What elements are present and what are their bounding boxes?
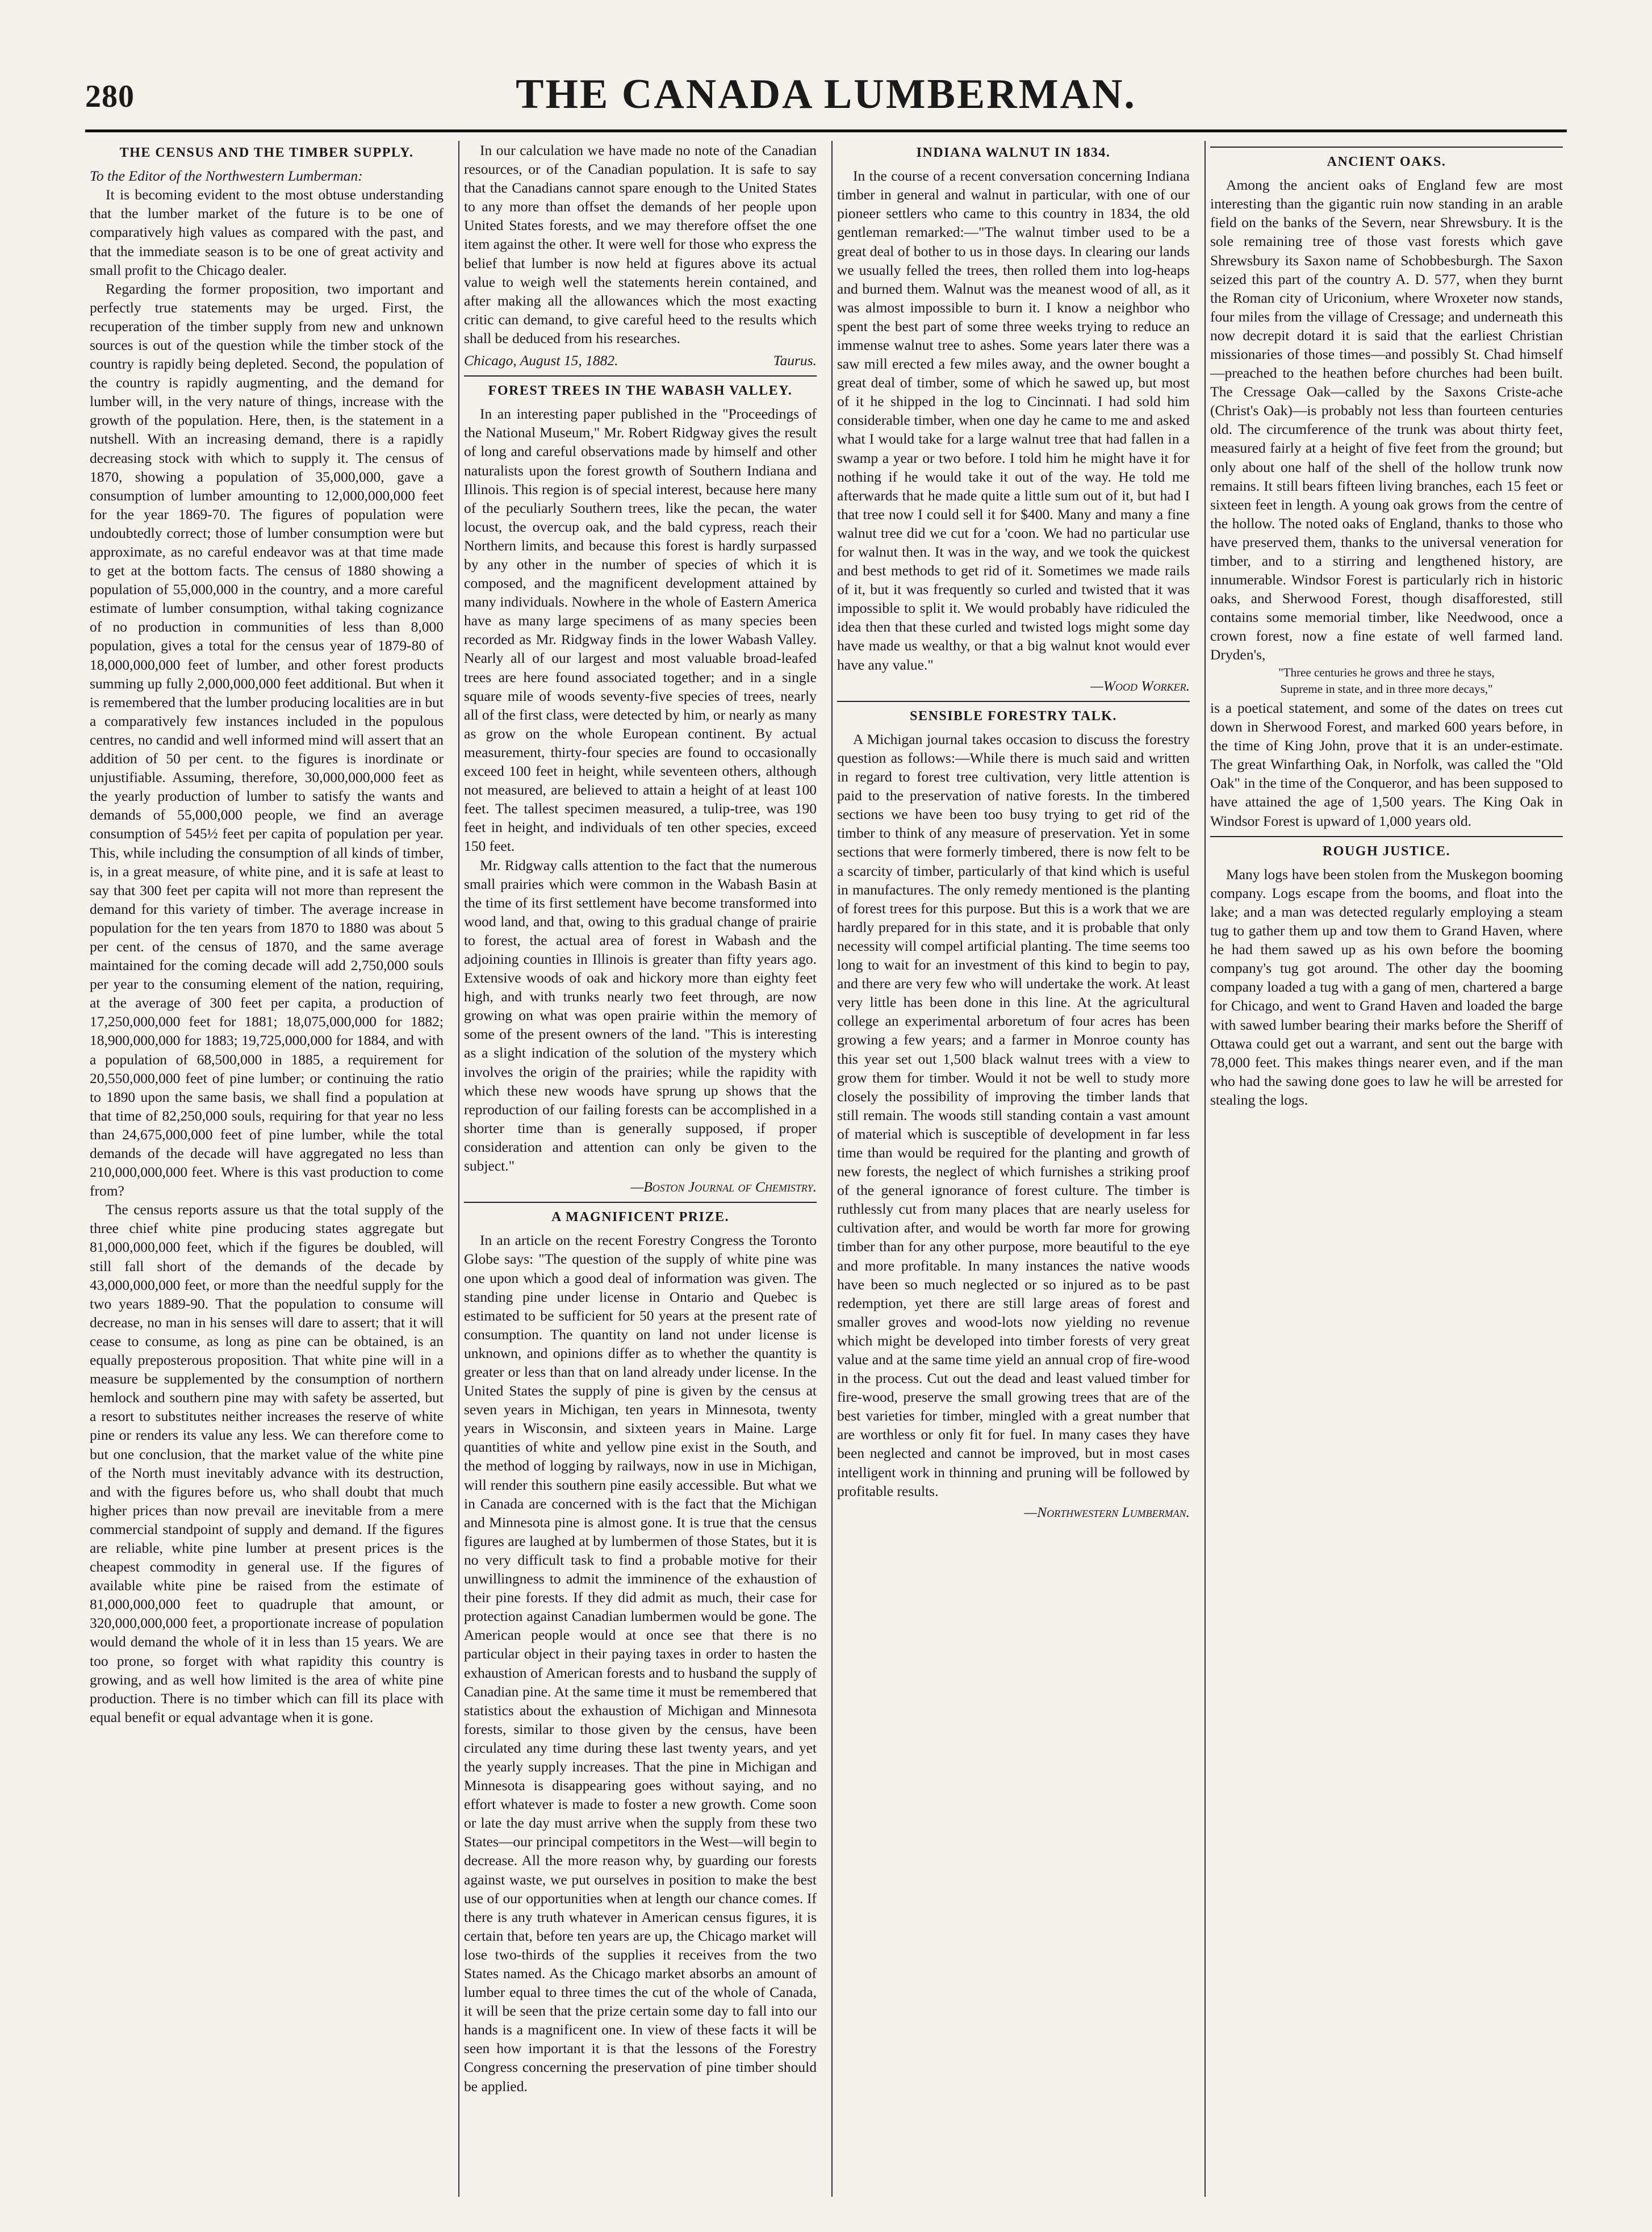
census-signature: Taurus.: [773, 352, 817, 369]
wabash-source: —Boston Journal of Chemistry.: [630, 1178, 817, 1196]
census-date: Chicago, August 15, 1882.: [464, 352, 618, 369]
census-dateline: [464, 351, 817, 370]
forestry-article-heading: SENSIBLE FORESTRY TALK.: [837, 701, 1190, 725]
forestry-paragraph: A Michigan journal takes occasion to discuss the forestry question as follows:—While there is much said and written in regard to forest tree cultivation, very little attention is paid to the preservation of native forests. In the timbered sections we have been too busy trying to get rid of the timber to think of any measure of preservation. Yet in some sections that were formerly timbered, there is now felt to be a scarcity of timber, particularly of that kind which is useful in manufactures. The only remedy mentioned is the planting of forest trees for this purpose. But this is a work that we are hardly prepared for in this state, and it is probable that only necessity will compel artificial planting. The time seems too long to wait for an investment of this kind to begin to pay, and there are very few who will undertake the work. At least very little has been done in this line. At the agricultural college an experimental arboretum of four acres has been growing a few years; and a farmer in Monroe county has this year set out 1,500 black walnut trees with a view to grow them for timber. Would it not be well to study more closely the possibility of improving the timber lands that still remain. The woods still standing contain a vast amount of material which is susceptible of development in far less time than would be required for the planting and growth of new forests, the neglect of which furnishes a striking proof of the general ignorance of forest culture. The timber is ruthlessly cut from many places that are nearly useless for cultivation after, and would be worth far more for growing timber than for any other purpose, more beautiful to the eye and more profitable. In many instances the native woods have been so much neglected or so injured as to be past redemption, yet there are still large areas of forest and smaller groves and wood-lots now yielding no revenue which might be developed into timber forests of very great value and at the same time yield an annual crop of fire-wood in the process. Cut out the dead and least valued timber for fire-wood, preserve the small growing trees that are of the best varieties for timber, mingled with a great number that are worthless or only fit for fuel. In many cases they have been neglected and cannot be improved, but in most cases intelligent work in thinning and pruning will be followed by profitable results.: [837, 730, 1190, 1499]
census-paragraph: Regarding the former proposition, two important and perfectly true statements may be urged. First, the recuperation of the timber supply from new and unknown sources is out of the question while the timber stock of the country is rapidly being depleted. Second, the population of the country is rapidly augmenting, and the demand for lumber will, in the very nature of things, increase with the growth of the population. Here, then, is the statement in a nutshell. With an increasing demand, there is a rapidly decreasing stock with which to supply it. The census of 1870, showing a population of 35,000,000, gave a consumption of lumber amounting to 12,000,000,000 feet for the year 1869-70. The figures of population were undoubtedly correct; those of lumber consumption were but approximate, as no careful endeavor was at that time made to get at the bottom facts. The census of 1880 showing a population of 55,000,000 in the country, and a more careful estimate of lumber consumption, withal taking cognizance of no production in communities of less than 8,000 population, gives a total for the census year of 1879-80 of 18,000,000,000 feet of lumber, and other forest products summing up fully 2,000,000,000 feet additional. But when it is remembered that the lumber producing localities are in but a comparatively few instances included in the populous centres, no candid and well informed mind will assert that an addition of 50 per cent. to the figures is inordinate or unjustifiable. Assuming, therefore, 30,000,000,000 feet as the yearly production of lumber to satisfy the wants and demands of 55,000,000 people, we find an average consumption of 545½ feet per capita of population per year. This, while including the consumption of all kinds of timber, is, in a great measure, of white pine, and it is safe at least to say that 300 feet per capita will not more than represent the demand for this variety of timber. The average increase in population for the ten years from 1870 to 1880 was about 5 per cent. of the census of 1870, and the same average maintained for the coming decade will add 2,750,000 souls per year to the consuming element of the nation, requiring, at the average of 300 feet per capita, a production of 17,250,000,000 feet for 1881; 18,075,000,000 for 1882; 18,900,000,000 for 1883; 19,725,000,000 for 1884, and with a population of 68,500,000 in 1885, a requirement for 20,550,000,000 feet of pine lumber; or continuing the ratio to 1890 upon the same basis, we shall find a population at that time of 82,250,000 souls, requiring for that year no less than 24,675,000,000 feet of pine lumber, while the total demands of the decade will have aggregated no less than 210,000,000,000 feet. Where is this vast production to come from?: [90, 280, 444, 1199]
census-paragraph: It is becoming evident to the most obtuse understanding that the lumber market of the future is to be one of comparatively high values as compared with the past, and that the immediate season is to be one of great activity and small profit to the Chicago dealer.: [90, 186, 444, 278]
wabash-article-heading: FOREST TREES IN THE WABASH VALLEY.: [464, 375, 817, 400]
census-article-heading: THE CENSUS AND THE TIMBER SUPPLY.: [119, 145, 414, 160]
article-columns: [85, 141, 1567, 2197]
oaks-paragraph: Among the ancient oaks of England few are most interesting than the gigantic ruin now standing in an arable field on the banks of the Severn, near Shrewsbury. It is the sole remaining tree of those vast forests which gave Shrewsbury its Saxon name of Schobbesburgh. The Saxon seized this part of the country A. D. 577, when they burnt the Roman city of Uriconium, where Wroxeter now stands, four miles from the village of Cressage; and underneath this now decrepit dotard it is said that the earliest Christian missionaries of those times—and possibly St. Chad himself—preached to the heathen before churches had been built. The Cressage Oak—called by the Saxons Criste-ache (Christ's Oak)—is probably not less than fourteen centuries old. The circumference of the trunk was about thirty feet, measured fairly at a height of five feet from the ground; but only about one half of the shell of the hollow trunk now remains. It still bears fifteen living branches, each 15 feet or sixteen feet in length. A young oak grows from the centre of the hollow. The noted oaks of England, thanks to those who have preserved them, thanks to the universal veneration for timber, and to a stirring and lengthened history, are innumerable. Windsor Forest is particularly rich in historic oaks, and Sherwood Forest, though disafforested, still contains some memorial timber, like Needwood, once a crown forest, now a fine estate of well farmed land. Dryden's,: [1210, 177, 1563, 663]
census-paragraph: In our calculation we have made no note of the Canadian resources, or of the Canadian population. It is safe to say that the Canadians cannot spare enough to the United States to any more than offset the demands of her people upon United States forests, and we may therefore offset the one item against the other. It were well for those who express the belief that lumber is now held at figures above its actual value to weigh well the statements herein contained, and after making all the allowances which the most exacting critic can demand, to give careful heed to the results which shall be deduced from his researches.: [464, 142, 817, 346]
masthead: [85, 67, 1567, 132]
walnut-paragraph: In the course of a recent conversation concerning Indiana timber in general and walnut in particular, with one of our pioneer settlers who came to this country in 1834, the old gentleman remarked:—"The walnut timber used to be a great deal of bother to us in those days. In clearing our lands we usually felled the trees, then rolled them into log-heaps and burned them. Walnut was the meanest wood of all, as it was almost impossible to burn it. I know a neighbor who spent the best part of some three weeks trying to reduce an immense walnut tree to ashes. Some years later there was a saw mill erected a few miles away, and the owner bought a great deal of timber, some of which he sawed up, but most of it he shipped in the log to Cincinnati. I had sold him considerable timber, when one day he came to me and asked what I would take for a large walnut tree that had fallen in a swamp a year or two before. I told him he might have it for nothing if he would take it out of the way. He told me afterwards that he made quite a little sum out of it, but had I that tree now I could sell it for $400. Many and many a fine walnut tree did we cut for a 'coon. We had no particular use for walnut then. It was in the way, and we took the quickest and best methods to get rid of it. Sometimes we made rails of it, but it was frequently so curled and twisted that it was impossible to split it. We would probably have ridiculed the idea then that these curled and twisted logs might some day have made us wealthy, or that a big walnut knot would ever have any value.": [837, 168, 1190, 673]
newspaper-title: THE CANADA LUMBERMAN.: [516, 71, 1136, 118]
column-2: [458, 141, 821, 2197]
oaks-paragraph: is a poetical statement, and some of the dates on trees cut down in Sherwood Forest, and marked 600 years before, in the time of King John, prove that it is an under-estimate. The great Winfarthing Oak, in Norfolk, was called the "Old Oak" in the time of the Conqueror, and has been supposed to have attained the age of 1,500 years. The King Oak in Windsor Forest is upward of 1,000 years old.: [1210, 699, 1563, 829]
justice-paragraph: Many logs have been stolen from the Muskegon booming company. Logs escape from the booms, and float into the lake; and a man was detected regularly employing a steam tug to gather them up and tow them to Grand Haven, where he had them sawed up as his own before the booming company's tug got around. The other day the booming company loaded a tug with a gang of men, chartered a barge for Chicago, and went to Grand Haven and loaded the barge with sawed lumber bearing their marks before the Sheriff of Ottawa could get out a warrant, and sent out the barge with 78,000 feet. This makes things nearer even, and if the man who had the sawing done goes to law he will be arrested for stealing the logs.: [1210, 866, 1563, 1108]
wabash-paragraph: In an interesting paper published in the "Proceedings of the National Museum," Mr. Robert Ridgway gives the result of long and careful observations made by himself and other naturalists upon the forest growth of Southern Indiana and Illinois. This region is of special interest, because here many of the peculiarly Southern trees, like the pecan, the water locust, the overcup oak, and the bald cypress, reach their Northern limits, and because this forest is hardly surpassed by any other in the number of species of which it is composed, and the magnificent development attained by many individuals. Nowhere in the whole of Eastern America have as many large specimens of as many species been recorded as Mr. Ridgway finds in the lower Wabash Valley. Nearly all of our largest and most valuable broad-leafed trees are here found associated together; and in a single square mile of woods seventy-five species of trees, nearly all of the first class, were detected by him, or nearly as many as grow on the whole European continent. By actual measurement, thirty-four species are found to occasionally exceed 100 feet in height, while seventeen others, although not measured, are believed to attain a height of at least 100 feet. The tallest specimen measured, a tulip-tree, was 190 feet in height, and individuals of ten other species, exceed 150 feet.: [464, 406, 817, 855]
prize-paragraph: In an article on the recent Forestry Congress the Toronto Globe says: "The question of the supply of white pine was one upon which a good deal of information was given. The standing pine under license in Ontario and Quebec is estimated to be sufficient for 50 years at the present rate of consumption. The quantity on land not under license is unknown, and opinions differ as to whether the quantity is greater or less than that on land already under license. In the United States the supply of pine is given by the census at seven years in Michigan, ten years in Minnesota, twenty years in Wisconsin, and sixteen years in Maine. Large quantities of white and yellow pine exist in the South, and the method of logging by railways, now in use in Michigan, will render this southern pine easily accessible. But what we in Canada are concerned with is the fact that the Michigan and Minnesota pine is almost gone. It is true that the census figures are laughed at by lumbermen of those States, but it is no very difficult task to find a probable motive for their unwillingness to admit the imminence of the exhaustion of their pine forests. If they did admit as much, their case for protection against Canadian lumbermen would be gone. The American people would at once see that there is no particular object in their paying taxes in order to hasten the exhaustion of American forests and to husband the supply of Canadian pine. At the same time it must be remembered that statistics about the exhaustion of Michigan and Minnesota forests, similar to those given by the census, have been circulated any time during these last twenty years, and yet the yearly supply increases. That the pine in Michigan and Minnesota is disappearing goes without saying, and no effort whatever is made to foster a new growth. Come soon or late the day must arrive when the supply from these two States—our principal competitors in the West—will begin to decrease. All the more reason why, by guarding our forests against waste, we put ourselves in position to make the best use of our opportunities when at length our chance comes. If there is any truth whatever in American census figures, it is certain that, before ten years are up, the Chicago market will lose two-thirds of the supplies it receives from the two States named. As the Chicago market absorbs an amount of lumber equal to three times the cut of the whole of Canada, it will be seen that the prize certain some day to fall into our hands is a magnificent one. In view of these facts it will be seen how important it is that the lessons of the Forestry Congress concerning the preservation of pine timber should be applied.: [464, 1232, 817, 2095]
census-addressee: To the Editor of the Northwestern Lumberman:: [90, 168, 363, 185]
page-number: 280: [85, 79, 135, 114]
oaks-verse-line: "Three centuries he grows and three he stays,: [1278, 665, 1495, 679]
oaks-verse-line: Supreme in state, and in three more decays,": [1280, 682, 1493, 696]
census-paragraph: The census reports assure us that the total supply of the three chief white pine producing states aggregate but 81,000,000,000 feet, which if the figures be doubled, will still fall short of the demands of the decade by 43,000,000,000 feet, or more than the needful supply for the two years 1889-90. That the population to consume will decrease, no man in his senses will dare to assert; that it will cease to consume, as long as pine can be obtained, is an equally preposterous proposition. That white pine will in a measure be supplemented by the consumption of northern hemlock and southern pine may with safety be asserted, but a resort to substitutes neither increases the reserve of white pine or renders its value any less. We can therefore come to but one conclusion, that the market value of the white pine of the North must inevitably advance with its destruction, and with the figures before us, who shall doubt that much higher prices than now prevail are inevitable from a mere commercial standpoint of supply and demand. If the figures are reliable, white pine lumber at present prices is the cheapest commodity in general use. If the figures of available white pine be raised from the estimate of 81,000,000,000 feet to quadruple that amount, or 320,000,000,000 feet, a proportionate increase of population would demand the whole of it in less than 15 years. We are too prone, so forget with what rapidity this country is growing, and as well how limited is the area of white pine production. There is no timber which can fill its place with equal benefit or equal advantage when it is gone.: [90, 1201, 444, 1725]
walnut-source: —Wood Worker.: [1090, 677, 1190, 694]
oaks-article-heading: ANCIENT OAKS.: [1210, 147, 1563, 171]
forestry-source: —Northwestern Lumberman.: [1024, 1503, 1190, 1520]
column-1: [85, 141, 448, 2197]
column-3: [831, 141, 1194, 2197]
wabash-paragraph: Mr. Ridgway calls attention to the fact that the numerous small prairies which were common in the Wabash Basin at the time of its first settlement have become transformed into wood land, and that, owing to this gradual change of prairie to forest, the actual area of forest in Wabash and the adjoining counties in Illinois is greater than fifty years ago. Extensive woods of oak and hickory more than eighty feet high, and with trunks nearly two feet through, are now growing on what was open prairie within the memory of some of the present owners of the land. "This is interesting as a slight indication of the solution of the mystery which involves the origin of the prairies; while the rapidity with which these new woods have sprung up shows that the reproduction of our failing forests can be accomplished in a shorter time than is generally supposed, if proper consideration and attention can only be given to the subject.": [464, 856, 817, 1174]
prize-article-heading: A MAGNIFICENT PRIZE.: [464, 1202, 817, 1226]
justice-article-heading: ROUGH JUSTICE.: [1210, 836, 1563, 860]
column-4: [1205, 141, 1567, 2197]
walnut-article-heading: INDIANA WALNUT IN 1834.: [916, 145, 1111, 160]
